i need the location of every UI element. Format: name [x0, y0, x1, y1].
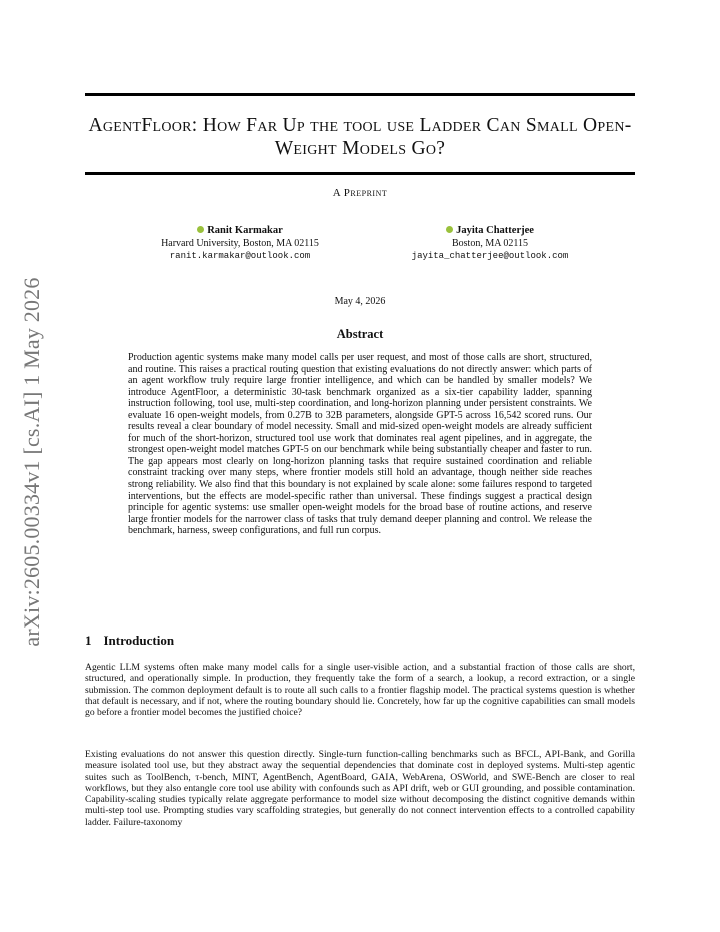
abstract-heading: Abstract [336, 327, 384, 341]
intro-paragraph-2 [85, 749, 635, 828]
author-affiliation: Harvard University, Boston, MA 02115 [161, 237, 319, 249]
author-name: Jayita Chatterjee [456, 225, 534, 236]
intro-paragraph-1 [85, 662, 635, 718]
publication-date: May 4, 2026 [334, 296, 386, 307]
author-email[interactable]: ranit.karmakar@outlook.com [169, 251, 311, 261]
author-block-2 [370, 225, 610, 263]
section-title: Introduction [103, 633, 175, 648]
author-affiliation: Boston, MA 02115 [451, 237, 529, 249]
paper-title: AgentFloor: How Far Up the tool use Ladder Can Small Open-Weight Models Go? [88, 115, 632, 159]
paragraph-text: Existing evaluations do not answer this question directly. Single-turn function-calling benchmarks such as BFCL, API-Bank, and Gorilla measure isolated tool use, but they abstract away the sequential dependencies that dominate cost in deployed systems. Multi-step agentic suites such as ToolBench, τ-bench, MINT, AgentBench, AgentBoard, GAIA, WebArena, OSWorld, and SWE-Bench are closer to real workflows, but they also entangle core tool use ability with confounds such as API drift, web or GUI grounding, and possible contamination. Capability-scaling studies typically relate aggregate performance to model size without decomposing the distinct cognitive demands within multi-step tool use. Prompting studies vary scaffolding strategies, but generally do not connect intervention effects to a controlled capability ladder. Failure-taxonomy [85, 749, 635, 828]
section-heading [85, 633, 174, 649]
arxiv-side-stamp [18, 262, 46, 662]
orcid-icon[interactable] [197, 226, 204, 233]
orcid-icon[interactable] [446, 226, 453, 233]
preprint-label: A Preprint [332, 187, 388, 199]
title-top-rule [85, 93, 635, 96]
abstract-body: Production agentic systems make many model calls per user request, and most of those calls are short, structured, and routine. This raises a practical routing question that existing evaluations do not directly answer: which parts of an agent workflow truly require large frontier intelligence, and which can be handled by smaller models? We introduce AgentFloor, a deterministic 30-task benchmark organized as a six-tier capability ladder, spanning instruction following, tool use, multi-step coordination, and long-horizon planning under persistent constraints. We evaluate 16 open-weight models, from 0.27B to 32B parameters, alongside GPT-5 across 16,542 scored runs. Our results reveal a clear boundary of model necessity. Small and mid-sized open-weight models are already sufficient for much of the short-horizon, structured tool use work that dominates real agent pipelines, and in aggregate, the strongest open-weight model matches GPT-5 on our benchmark while being substantially cheaper and faster to run. The gap appears most clearly on long-horizon planning tasks that require sustained coordination and reliable constraint tracking over many steps, where frontier models still hold an advantage, though neither side reaches strong reliability. We also find that this boundary is not explained by scale alone: some failures respond to targeted interventions, but the effects are model-specific rather than universal. These findings suggest a practical design principle for agentic systems: use smaller open-weight models for the broad base of routine actions, and reserve large frontier models for the narrower class of tasks that truly demand deeper planning and control. We release the benchmark, harness, sweep configurations, and full run corpus. [128, 352, 592, 537]
paragraph-text: Agentic LLM systems often make many model calls for a single user-visible action, and a substantial fraction of those calls are short, structured, and operationally simple. In production, they frequently take the form of a search, a lookup, a record extraction, or a single submission. The common deployment default is to route all such calls to a frontier flagship model. The practical systems question is whether that default is necessary, and if not, where the routing boundary should lie. Concretely, how far up the cognitive capabilities can small models go before a frontier model becomes the justified choice? [85, 662, 635, 719]
author-email[interactable]: jayita_chatterjee@outlook.com [411, 251, 569, 261]
arxiv-identifier: arXiv:2605.00334v1 [cs.AI] 1 May 2026 [19, 277, 44, 647]
author-block-1 [120, 225, 360, 263]
author-name: Ranit Karmakar [207, 225, 283, 236]
title-bottom-rule [85, 172, 635, 175]
section-number: 1 [85, 633, 92, 648]
